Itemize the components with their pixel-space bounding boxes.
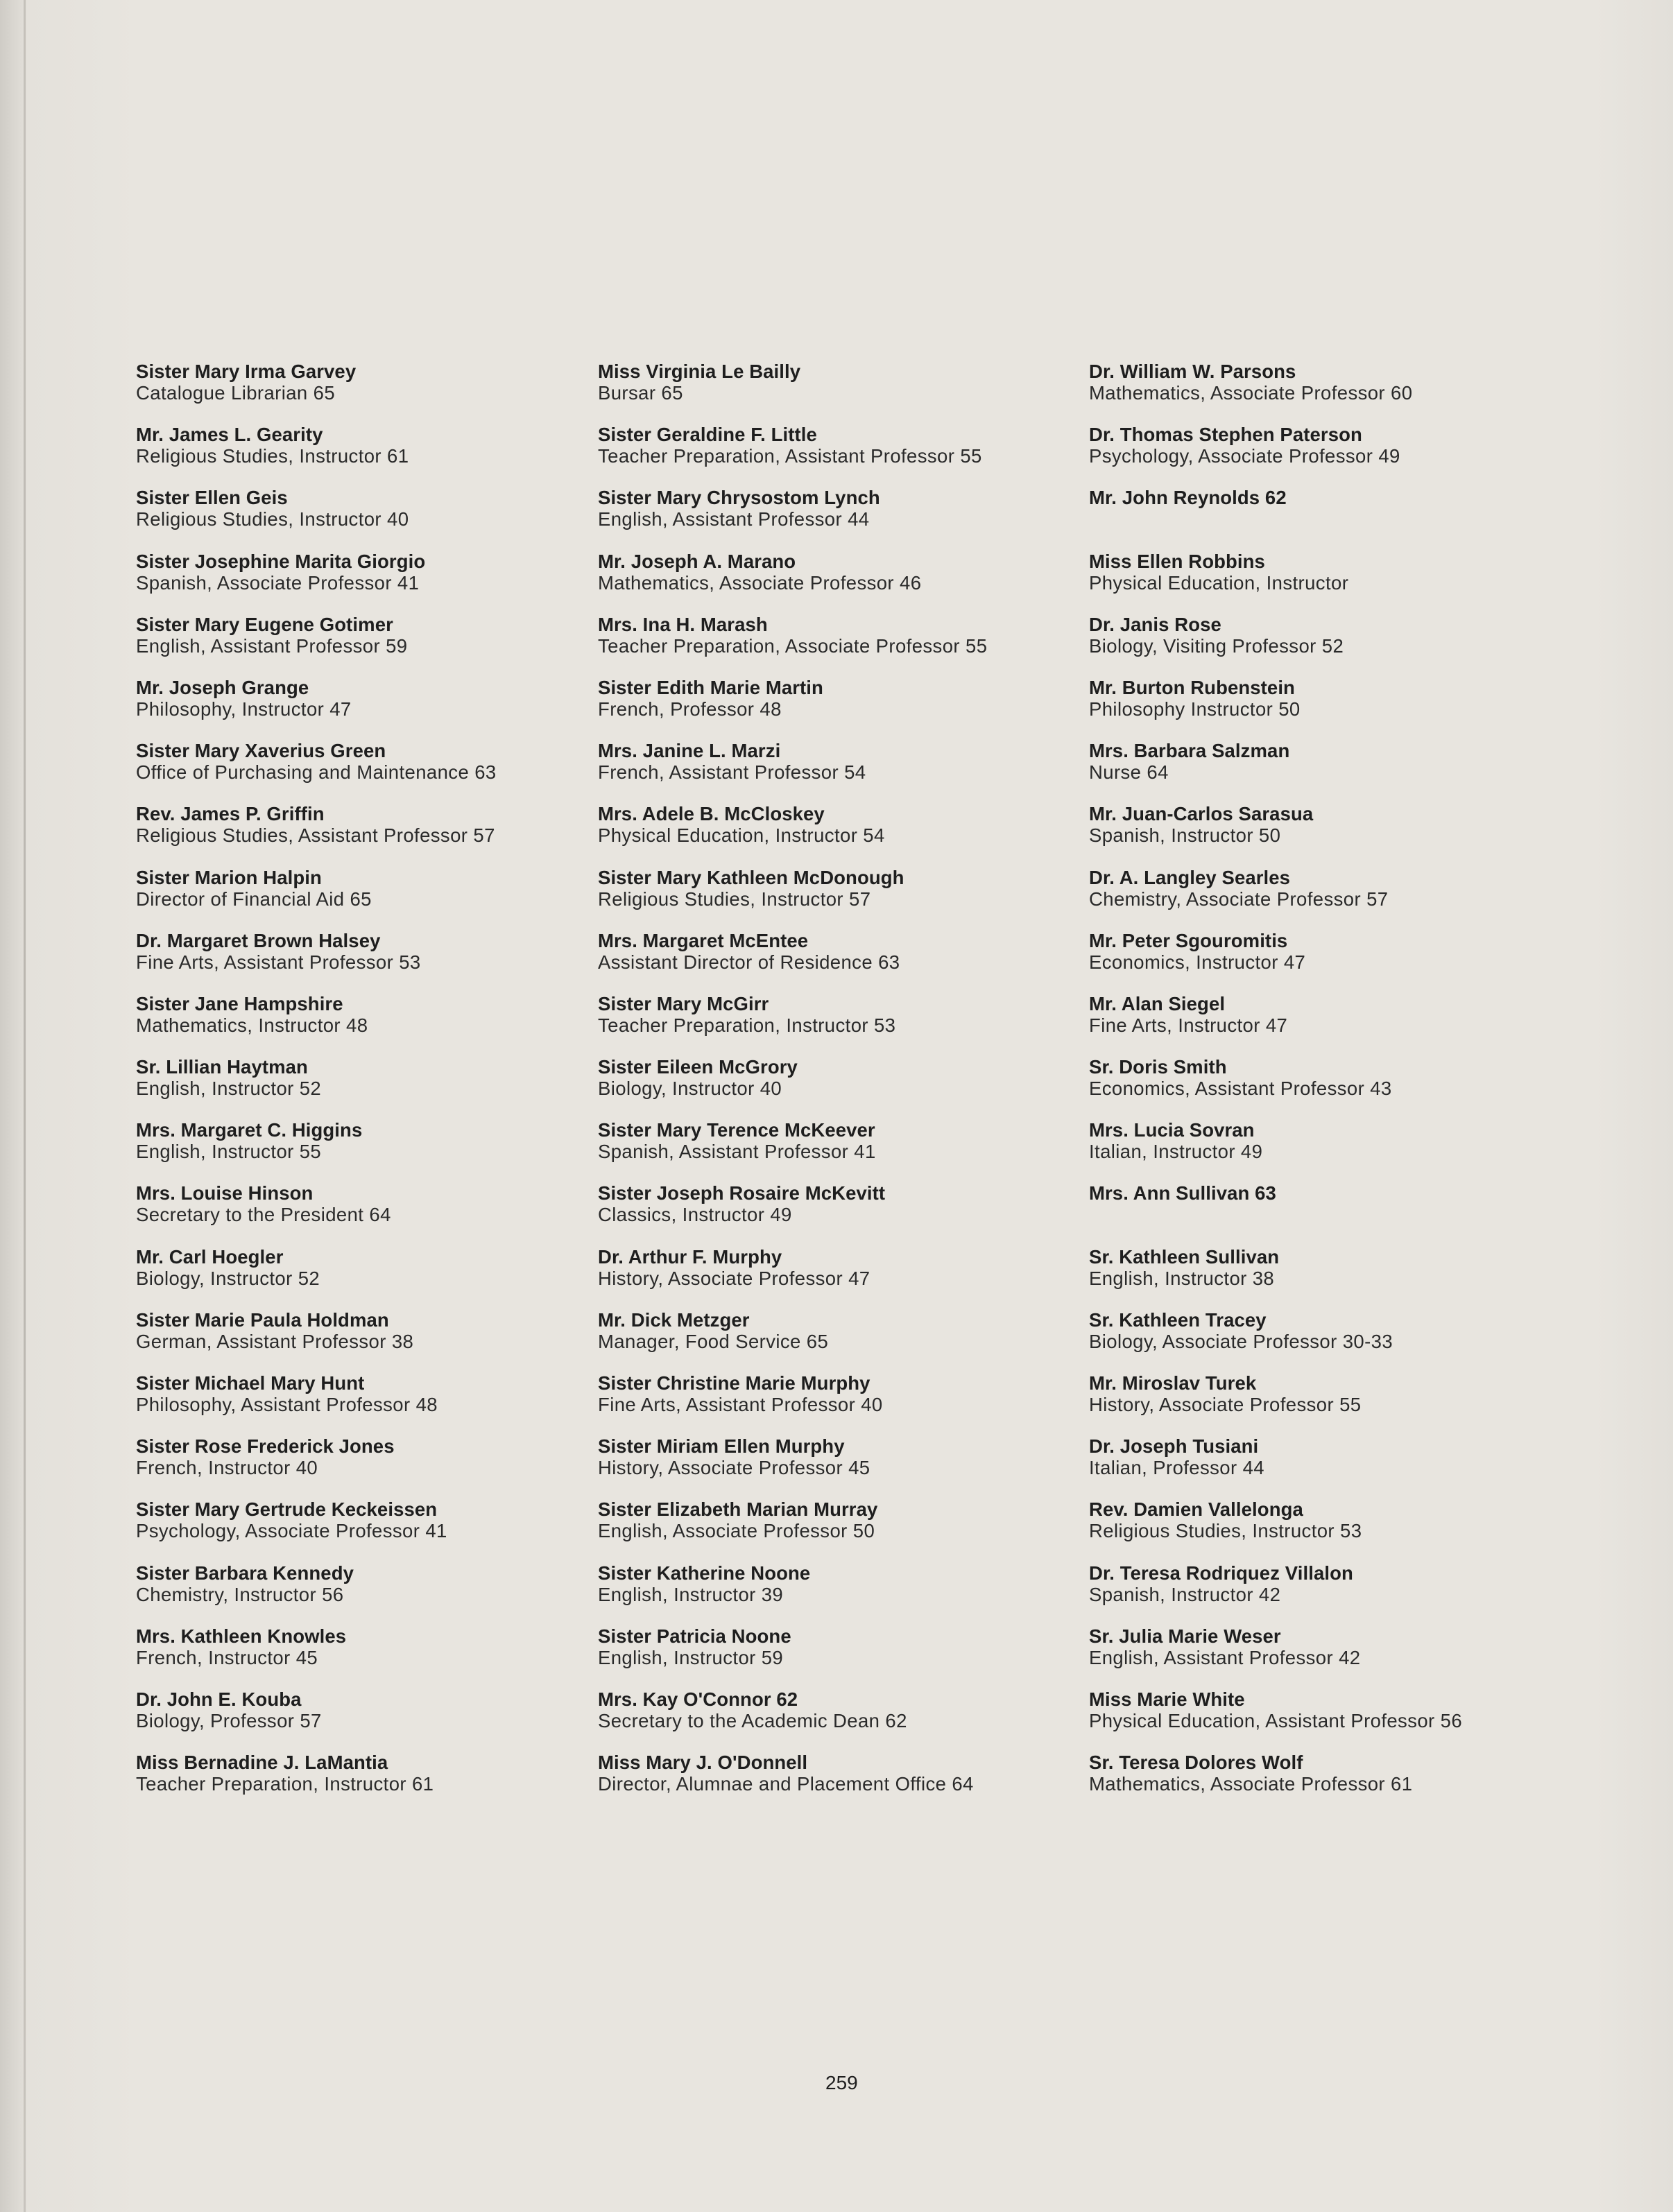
entry-name: Sr. Lillian Haytman [136,1056,308,1078]
entry-name: Mrs. Lucia Sovran [1089,1119,1255,1141]
entry-name: Sister Josephine Marita Giorgio [136,550,426,572]
directory-entry [598,1182,987,1245]
entry-name: Sr. Kathleen Sullivan [1089,1245,1280,1268]
entry-name: Sister Marie Paula Holdman [136,1308,389,1331]
entry-name: Mr. James L. Gearity [136,424,323,446]
directory-entry [136,487,497,550]
directory-entry [136,614,497,677]
entry-detail: English, Instructor 59 [598,1646,784,1668]
entry-detail: Physical Education, Assistant Professor 56 [1089,1709,1463,1731]
entry-name: Rev. James P. Griffin [136,803,325,825]
entry-name: Mr. Peter Sgouromitis [1089,929,1288,951]
entry-name: Mr. Joseph Grange [136,676,309,698]
entry-detail: Biology, Associate Professor 30-33 [1089,1330,1393,1352]
entry-detail: Teacher Preparation, Assistant Professor 55 [598,445,982,467]
entry-detail: Mathematics, Associate Professor 46 [598,571,922,594]
entry-name: Sister Joseph Rosaire McKevitt [598,1182,886,1204]
directory-entry [136,1056,497,1119]
entry-detail: Mathematics, Instructor 48 [136,1014,368,1036]
binding-gutter [24,0,26,2212]
directory-entry [136,361,497,424]
entry-name: Sister Miriam Ellen Murphy [598,1435,845,1458]
entry-name: Mrs. Louise Hinson [136,1182,314,1204]
directory-entry [598,1056,987,1119]
entry-detail: Chemistry, Associate Professor 57 [1089,888,1389,910]
entry-name: Sister Edith Marie Martin [598,676,823,698]
entry-detail: French, Professor 48 [598,698,782,720]
entry-name: Sister Elizabeth Marian Murray [598,1498,878,1521]
entry-detail: Office of Purchasing and Maintenance 63 [136,761,497,784]
entry-detail: Director, Alumnae and Placement Office 64 [598,1773,974,1795]
entry-name: Sister Geraldine F. Little [598,424,817,446]
entry-name: Sr. Teresa Dolores Wolf [1089,1752,1303,1774]
entry-name: Dr. Margaret Brown Halsey [136,929,381,951]
directory-entry [1089,1309,1462,1372]
entry-detail: History, Associate Professor 47 [598,1267,870,1289]
entry-detail: English, Associate Professor 50 [598,1520,875,1542]
directory-entry [598,867,987,930]
directory-entry [1089,1246,1462,1309]
entry-name: Sister Rose Frederick Jones [136,1435,395,1458]
entry-name: Sister Barbara Kennedy [136,1562,354,1584]
entry-name: Mrs. Adele B. McCloskey [598,803,825,825]
entry-detail: Teacher Preparation, Instructor 53 [598,1014,896,1036]
entry-detail: Economics, Assistant Professor 43 [1089,1078,1392,1100]
directory-entry [136,1309,497,1372]
directory-entry [598,1498,987,1562]
directory-entry [598,803,987,866]
entry-name: Mr. John Reynolds 62 [1089,487,1287,509]
directory-column-1 [136,361,497,1815]
directory-entry [598,551,987,614]
entry-detail: English, Assistant Professor 42 [1089,1646,1361,1668]
entry-name: Sister Ellen Geis [136,487,288,509]
directory-entry [1089,867,1462,930]
entry-detail: Fine Arts, Assistant Professor 40 [598,1394,883,1415]
directory-entry [136,1435,497,1498]
entry-detail: Religious Studies, Instructor 57 [598,888,871,910]
entry-name: Sister Mary Gertrude Keckeissen [136,1498,438,1521]
entry-name: Dr. William W. Parsons [1089,361,1296,382]
entry-detail: Chemistry, Instructor 56 [136,1583,344,1605]
directory-entry [1089,551,1462,614]
entry-detail: Secretary to the President 64 [136,1204,391,1226]
directory-entry [598,1309,987,1372]
directory-entry [1089,1119,1462,1182]
directory-entry [1089,1182,1462,1245]
directory-entry [1089,1056,1462,1119]
entry-detail: Philosophy, Assistant Professor 48 [136,1394,438,1415]
entry-detail: Psychology, Associate Professor 41 [136,1520,447,1542]
entry-name: Rev. Damien Vallelonga [1089,1498,1303,1521]
entry-name: Sister Mary Eugene Gotimer [136,613,393,635]
directory-entry [136,1752,497,1815]
entry-name: Dr. John E. Kouba [136,1688,302,1710]
entry-detail: French, Instructor 45 [136,1646,318,1668]
directory-entry [598,361,987,424]
entry-detail: Mathematics, Associate Professor 60 [1089,382,1413,404]
entry-detail: English, Instructor 55 [136,1141,322,1163]
entry-detail: Fine Arts, Instructor 47 [1089,1014,1288,1036]
entry-detail: Assistant Director of Residence 63 [598,951,900,973]
directory-entry [1089,1498,1462,1562]
entry-detail: Religious Studies, Assistant Professor 57 [136,824,495,847]
directory-entry [136,930,497,993]
entry-detail: Religious Studies, Instructor 53 [1089,1520,1362,1542]
entry-name: Mrs. Margaret McEntee [598,929,809,951]
directory-entry [136,1119,497,1182]
directory-entry [1089,1625,1462,1688]
directory-column-2 [598,361,987,1815]
entry-name: Miss Bernadine J. LaMantia [136,1752,388,1774]
directory-entry [136,803,497,866]
entry-detail: Director of Financial Aid 65 [136,888,372,910]
entry-name: Dr. Joseph Tusiani [1089,1435,1259,1458]
entry-detail: English, Assistant Professor 59 [136,634,408,657]
entry-name: Sr. Julia Marie Weser [1089,1625,1281,1647]
directory-entry [598,1688,987,1752]
entry-detail: Classics, Instructor 49 [598,1204,792,1226]
directory-column-3 [1089,361,1462,1815]
directory-entry [598,1435,987,1498]
entry-name: Sister Mary Kathleen McDonough [598,866,904,888]
entry-name: Mrs. Kay O'Connor 62 [598,1688,798,1710]
entry-detail: Philosophy, Instructor 47 [136,698,352,720]
entry-name: Mr. Juan-Carlos Sarasua [1089,803,1314,825]
entry-detail: Spanish, Instructor 50 [1089,824,1281,847]
directory-entry [136,1562,497,1625]
entry-name: Sister Katherine Noone [598,1562,811,1584]
page-number: 259 [825,2072,858,2093]
entry-detail: Economics, Instructor 47 [1089,951,1306,973]
directory-entry [598,424,987,487]
entry-detail: Mathematics, Associate Professor 61 [1089,1773,1413,1795]
entry-detail: Italian, Professor 44 [1089,1457,1264,1479]
entry-name: Sister Christine Marie Murphy [598,1372,870,1394]
entry-detail: Italian, Instructor 49 [1089,1141,1263,1163]
entry-name: Sister Michael Mary Hunt [136,1372,365,1394]
entry-name: Miss Virginia Le Bailly [598,361,801,382]
directory-entry [136,1498,497,1562]
entry-name: Mr. Carl Hoegler [136,1245,284,1268]
entry-detail: Teacher Preparation, Associate Professor 55 [598,634,988,657]
entry-name: Mrs. Janine L. Marzi [598,740,781,762]
entry-detail: German, Assistant Professor 38 [136,1330,414,1352]
entry-detail: Biology, Instructor 40 [598,1078,782,1100]
directory-entry [598,677,987,740]
entry-detail: Biology, Visiting Professor 52 [1089,634,1344,657]
directory-entry [136,740,497,803]
entry-detail: English, Instructor 52 [136,1078,322,1100]
entry-name: Sister Mary Chrysostom Lynch [598,487,880,509]
directory-entry [136,424,497,487]
entry-detail: Manager, Food Service 65 [598,1330,829,1352]
entry-name: Mr. Joseph A. Marano [598,550,796,572]
entry-name: Sister Mary Irma Garvey [136,361,357,382]
entry-detail: Secretary to the Academic Dean 62 [598,1709,907,1731]
entry-detail: History, Associate Professor 55 [1089,1394,1362,1415]
entry-detail: Fine Arts, Assistant Professor 53 [136,951,421,973]
directory-entry [136,551,497,614]
entry-name: Dr. A. Langley Searles [1089,866,1291,888]
entry-name: Mrs. Ina H. Marash [598,613,768,635]
entry-detail: Spanish, Associate Professor 41 [136,571,420,594]
entry-name: Mr. Dick Metzger [598,1308,750,1331]
entry-name: Mrs. Ann Sullivan 63 [1089,1182,1276,1204]
entry-name: Sr. Doris Smith [1089,1056,1227,1078]
entry-name: Mr. Alan Siegel [1089,992,1226,1014]
entry-name: Dr. Arthur F. Murphy [598,1245,782,1268]
directory-entry [1089,424,1462,487]
entry-detail: English, Instructor 38 [1089,1267,1275,1289]
entry-name: Sister Marion Halpin [136,866,322,888]
directory-entry [1089,487,1462,550]
directory-entry [598,993,987,1056]
directory-entry [1089,677,1462,740]
entry-detail: English, Instructor 39 [598,1583,784,1605]
entry-detail: Bursar 65 [598,382,683,404]
entry-detail: Catalogue Librarian 65 [136,382,336,404]
directory-entry [598,740,987,803]
entry-detail: Religious Studies, Instructor 40 [136,508,409,530]
entry-name: Sister Mary Terence McKeever [598,1119,875,1141]
directory-entry [136,1182,497,1245]
entry-name: Sister Jane Hampshire [136,992,343,1014]
entry-detail: Religious Studies, Instructor 61 [136,445,409,467]
entry-name: Mrs. Barbara Salzman [1089,740,1290,762]
directory-entry [1089,740,1462,803]
entry-name: Mrs. Margaret C. Higgins [136,1119,363,1141]
entry-detail: French, Instructor 40 [136,1457,318,1479]
entry-detail: Philosophy Instructor 50 [1089,698,1301,720]
directory-entry [136,1688,497,1752]
directory-entry [598,1562,987,1625]
directory-entry [598,1372,987,1435]
entry-detail: English, Assistant Professor 44 [598,508,870,530]
entry-name: Miss Mary J. O'Donnell [598,1752,808,1774]
entry-detail: Biology, Professor 57 [136,1709,322,1731]
directory-entry [136,1372,497,1435]
directory-entry [1089,1562,1462,1625]
entry-detail: Spanish, Assistant Professor 41 [598,1141,876,1163]
directory-entry [1089,1752,1462,1815]
entry-detail: History, Associate Professor 45 [598,1457,870,1479]
entry-detail: Physical Education, Instructor [1089,571,1349,594]
directory-entry [1089,361,1462,424]
directory-entry [1089,1688,1462,1752]
entry-name: Dr. Janis Rose [1089,613,1221,635]
directory-entry [598,487,987,550]
directory-entry [598,1246,987,1309]
entry-name: Mr. Miroslav Turek [1089,1372,1257,1394]
directory-entry [598,1625,987,1688]
directory-entry [136,1246,497,1309]
directory-entry [136,1625,497,1688]
directory-entry [136,677,497,740]
directory-entry [598,930,987,993]
directory-entry [598,1752,987,1815]
entry-name: Mr. Burton Rubenstein [1089,676,1295,698]
entry-name: Sister Mary Xaverius Green [136,740,386,762]
directory-entry [1089,993,1462,1056]
directory-entry [598,614,987,677]
directory-entry [136,867,497,930]
entry-detail: Spanish, Instructor 42 [1089,1583,1281,1605]
entry-detail: Psychology, Associate Professor 49 [1089,445,1400,467]
entry-name: Sister Mary McGirr [598,992,769,1014]
entry-name: Mrs. Kathleen Knowles [136,1625,347,1647]
entry-name: Dr. Thomas Stephen Paterson [1089,424,1362,446]
entry-detail: Nurse 64 [1089,761,1169,784]
directory-entry [1089,930,1462,993]
directory-entry [1089,1435,1462,1498]
entry-name: Miss Ellen Robbins [1089,550,1265,572]
entry-name: Sister Patricia Noone [598,1625,791,1647]
entry-name: Dr. Teresa Rodriquez Villalon [1089,1562,1353,1584]
directory-entry [1089,1372,1462,1435]
directory-entry [598,1119,987,1182]
entry-name: Miss Marie White [1089,1688,1245,1710]
directory-entry [1089,614,1462,677]
directory-entry [136,993,497,1056]
directory-entry [1089,803,1462,866]
entry-detail: Biology, Instructor 52 [136,1267,320,1289]
entry-detail: Physical Education, Instructor 54 [598,824,885,847]
entry-detail: Teacher Preparation, Instructor 61 [136,1773,434,1795]
entry-name: Sr. Kathleen Tracey [1089,1308,1267,1331]
entry-name: Sister Eileen McGrory [598,1056,798,1078]
entry-detail: French, Assistant Professor 54 [598,761,866,784]
